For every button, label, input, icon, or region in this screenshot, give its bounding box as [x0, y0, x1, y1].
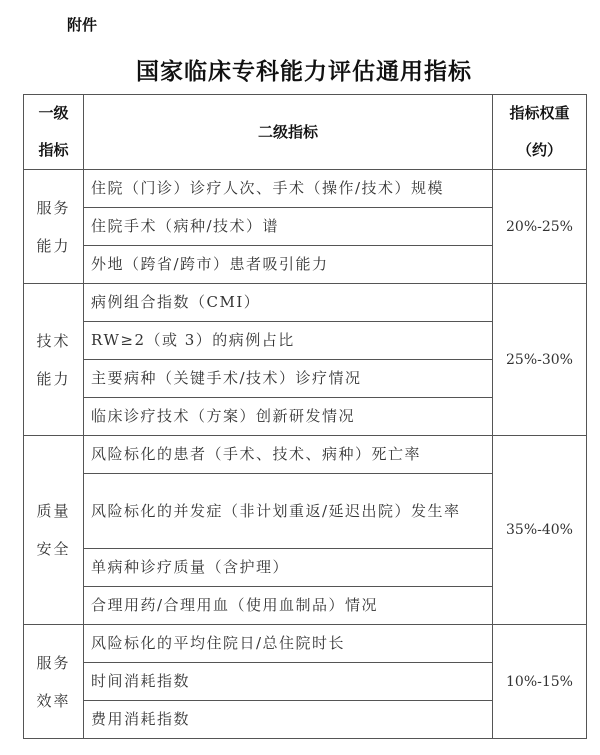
level1-line1: 技术 — [36, 331, 71, 350]
indicator-table — [23, 94, 587, 739]
header-level1 — [24, 95, 84, 170]
table-row — [24, 170, 587, 208]
level1-line2: 能力 — [36, 369, 71, 388]
header-weight — [493, 95, 587, 170]
header-level2: 二级指标 — [84, 95, 493, 170]
level1-line1: 质量 — [36, 502, 71, 520]
weight-cell: 25%-30% — [493, 284, 587, 436]
level1-cell-service-efficiency — [24, 625, 84, 739]
level2-cell: 主要病种（关键手术/技术）诊疗情况 — [84, 360, 493, 398]
level2-cell: 费用消耗指数 — [84, 701, 493, 739]
weight-cell: 20%-25% — [493, 170, 587, 284]
level1-line2: 效率 — [36, 691, 71, 710]
level2-cell: 风险标化的平均住院日/总住院时长 — [84, 625, 493, 663]
attachment-label: 附件 — [67, 16, 98, 34]
level1-cell-quality-safety — [24, 436, 84, 625]
level2-cell: 合理用药/合理用血（使用血制品）情况 — [84, 587, 493, 625]
table-row — [24, 436, 587, 474]
level2-cell: 外地（跨省/跨市）患者吸引能力 — [84, 246, 493, 284]
level1-line1: 服务 — [36, 653, 71, 672]
level2-cell: 风险标化的并发症（非计划重返/延迟出院）发生率 — [84, 474, 493, 549]
level2-cell: 单病种诊疗质量（含护理） — [84, 549, 493, 587]
level2-cell: 病例组合指数（CMI） — [84, 284, 493, 322]
level1-line1: 服务 — [36, 198, 71, 217]
weight-cell: 35%-40% — [493, 436, 587, 625]
level1-line2: 安全 — [36, 540, 71, 558]
header-weight-line2: （约） — [516, 141, 562, 159]
table-row — [24, 625, 587, 663]
level1-cell-service-capacity — [24, 170, 84, 284]
table-header-row — [24, 95, 587, 170]
level2-cell: 临床诊疗技术（方案）创新研发情况 — [84, 398, 493, 436]
level2-cell: 时间消耗指数 — [84, 663, 493, 701]
weight-cell: 10%-15% — [493, 625, 587, 739]
header-level1-line2: 指标 — [38, 141, 69, 159]
level2-cell: 住院手术（病种/技术）谱 — [84, 208, 493, 246]
level1-line2: 能力 — [36, 236, 71, 255]
level1-cell-technical-capacity — [24, 284, 84, 436]
header-level1-line1: 一级 — [38, 104, 69, 122]
level2-cell: RW≥2（或 3）的病例占比 — [84, 322, 493, 360]
table-row — [24, 284, 587, 322]
level2-cell: 风险标化的患者（手术、技术、病种）死亡率 — [84, 436, 493, 474]
header-weight-line1: 指标权重 — [509, 104, 570, 122]
document-title: 国家临床专科能力评估通用指标 — [136, 59, 472, 85]
level2-cell: 住院（门诊）诊疗人次、手术（操作/技术）规模 — [84, 170, 493, 208]
